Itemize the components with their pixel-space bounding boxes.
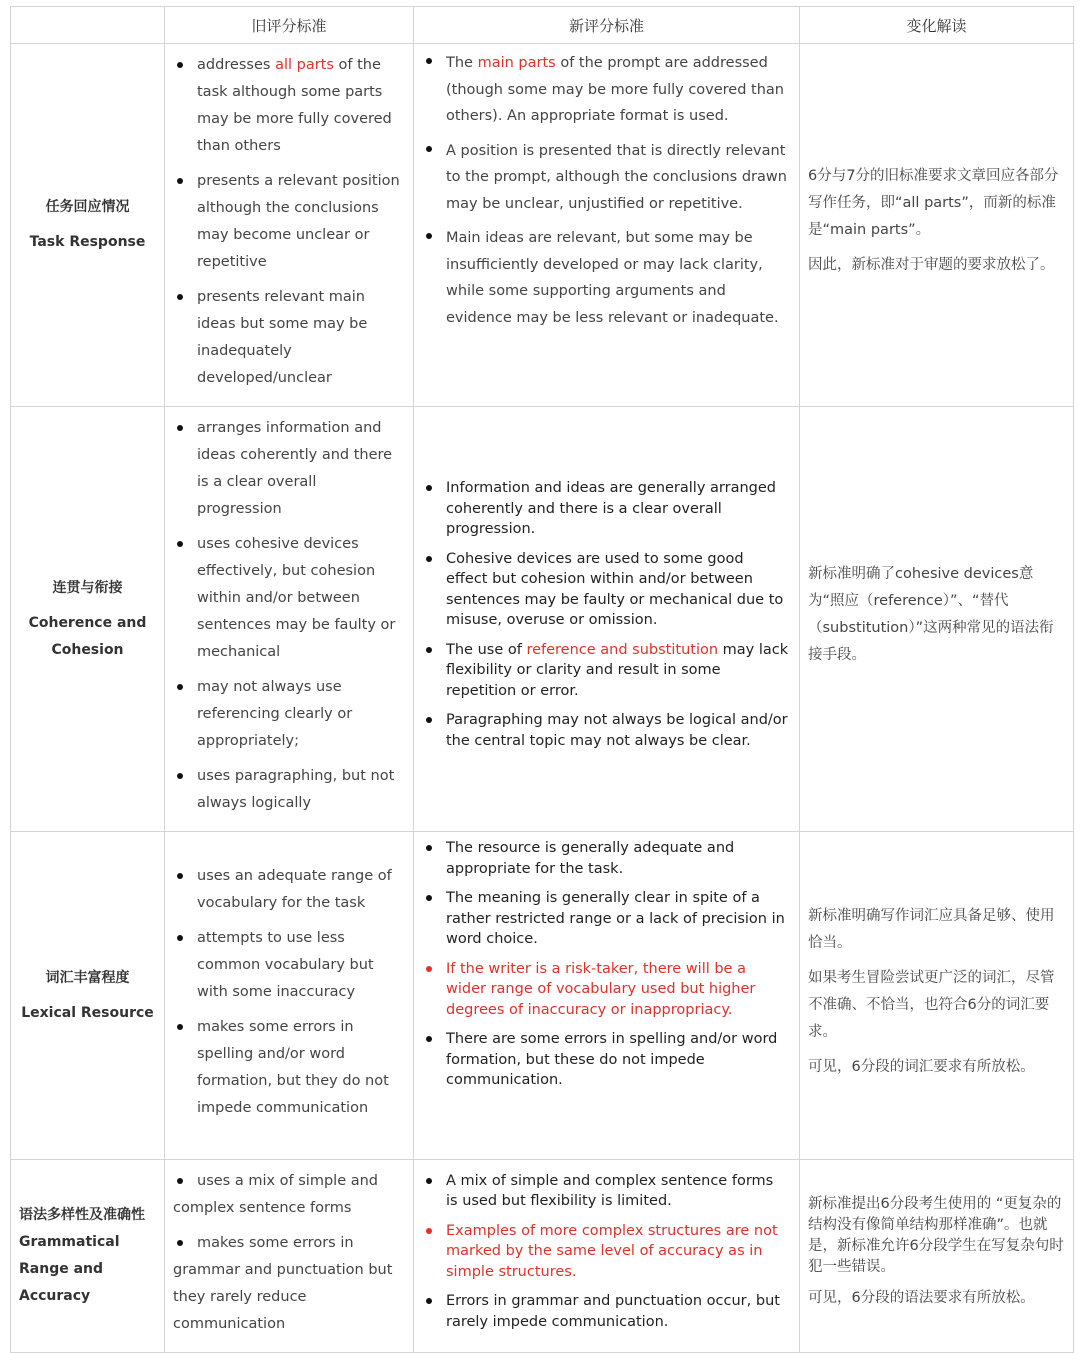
category-cell <box>11 407 165 832</box>
old-standard-list <box>173 52 405 392</box>
list-item: There are some errors in spelling and/or word formation, but these do not impede communication. <box>424 1029 789 1091</box>
header-new-standard: 新评分标准 <box>414 7 800 44</box>
list-item: Errors in grammar and punctuation occur, but rarely impede communication. <box>424 1291 789 1332</box>
category-zh: 词汇丰富程度 <box>45 969 130 986</box>
category-en: Lexical Resource <box>21 1004 154 1021</box>
list-item: The main parts of the prompt are addressed (though some may be more fully covered than others). An appropriate format is used. <box>424 50 789 130</box>
list-item: The meaning is generally clear in spite of a rather restricted range or a lack of precision in word choice. <box>424 888 789 950</box>
rubric-comparison-table <box>10 6 1074 1353</box>
list-item: Paragraphing may not always be logical and/or the central topic may not always be clear. <box>424 710 789 751</box>
row-grammatical-range <box>11 1160 1074 1353</box>
old-standard-list <box>173 1168 405 1338</box>
interpretation-cell <box>800 407 1074 832</box>
row-task-response <box>11 44 1074 407</box>
category-en: Grammatical Range and Accuracy <box>19 1234 120 1304</box>
interpretation-text: 6分与7分的旧标准要求文章回应各部分写作任务，即“all parts”，而新的标准是“main parts”。 <box>808 168 1059 238</box>
new-standard-cell <box>414 832 800 1160</box>
category-cell <box>11 832 165 1160</box>
interpretation-cell <box>800 44 1074 407</box>
list-item: Cohesive devices are used to some good effect but cohesion within and/or between sentences may be faulty or mechanical due to misuse, overuse or omission. <box>424 549 789 631</box>
list-item: makes some errors in grammar and punctuation but they rarely reduce communication <box>173 1230 405 1338</box>
header-row <box>11 7 1074 44</box>
interpretation-text: 新标准提出6分段考生使用的 “更复杂的结构没有像简单结构那样准确”。也就是，新标准允许6分段学生在写复杂句时犯一些错误。 <box>808 1195 1064 1275</box>
category-en: Task Response <box>29 234 146 250</box>
interpretation-text: 可见，6分段的词汇要求有所放松。 <box>808 1058 1035 1075</box>
new-standard-list <box>424 50 789 331</box>
old-standard-list <box>173 415 405 817</box>
list-item: A mix of simple and complex sentence forms is used but flexibility is limited. <box>424 1171 789 1212</box>
interpretation-text: 可见，6分段的语法要求有所放松。 <box>808 1289 1035 1306</box>
list-item: uses cohesive devices effectively, but cohesion within and/or between sentences may be faulty or mechanical <box>173 531 405 666</box>
list-item: If the writer is a risk-taker, there will be a wider range of vocabulary used but higher degrees of inaccuracy or inappropriacy. <box>424 959 789 1021</box>
list-item: uses an adequate range of vocabulary for the task <box>173 863 405 917</box>
category-zh: 语法多样性及准确性 <box>19 1207 145 1223</box>
row-coherence-cohesion <box>11 407 1074 832</box>
list-item: addresses all parts of the task although some parts may be more fully covered than others <box>173 52 405 160</box>
list-item: makes some errors in spelling and/or word formation, but they do not impede communication <box>173 1014 405 1122</box>
category-zh: 连贯与衔接 <box>52 579 123 596</box>
interpretation-cell <box>800 832 1074 1160</box>
interpretation-text: 如果考生冒险尝试更广泛的词汇，尽管不准确、不恰当，也符合6分的词汇要求。 <box>808 969 1055 1040</box>
list-item: Examples of more complex structures are not marked by the same level of accuracy as in simple structures. <box>424 1221 789 1283</box>
new-standard-cell <box>414 407 800 832</box>
category-cell <box>11 44 165 407</box>
new-standard-cell <box>414 44 800 407</box>
header-category <box>11 7 165 44</box>
list-item: Information and ideas are generally arranged coherently and there is a clear overall progression. <box>424 478 789 540</box>
new-standard-list <box>424 1171 789 1333</box>
new-standard-list <box>424 478 789 751</box>
header-change-interpretation: 变化解读 <box>800 7 1074 44</box>
list-item: uses paragraphing, but not always logically <box>173 763 405 817</box>
list-item: presents a relevant position although the conclusions may become unclear or repetitive <box>173 168 405 276</box>
interpretation-text: 因此，新标准对于审题的要求放松了。 <box>808 257 1055 273</box>
category-zh: 任务回应情况 <box>45 199 130 215</box>
interpretation-text: 新标准明确了cohesive devices意为“照应（reference）”、“替代（substitution）”这两种常见的语法衔接手段。 <box>808 566 1054 663</box>
category-cell <box>11 1160 165 1353</box>
list-item: The use of reference and substitution may lack flexibility or clarity and result in some repetition or error. <box>424 640 789 702</box>
list-item: A position is presented that is directly relevant to the prompt, although the conclusions drawn may be unclear, unjustified or repetitive. <box>424 138 789 218</box>
interpretation-text: 新标准明确写作词汇应具备足够、使用恰当。 <box>808 907 1055 951</box>
row-lexical-resource <box>11 832 1074 1160</box>
header-old-standard: 旧评分标准 <box>165 7 414 44</box>
new-standard-list <box>424 838 789 1091</box>
list-item: may not always use referencing clearly or appropriately; <box>173 674 405 755</box>
interpretation-cell <box>800 1160 1074 1353</box>
category-en: Coherence and Cohesion <box>28 614 147 658</box>
list-item: presents relevant main ideas but some may be inadequately developed/unclear <box>173 284 405 392</box>
old-standard-cell <box>165 44 414 407</box>
list-item: uses a mix of simple and complex sentence forms <box>173 1168 405 1222</box>
new-standard-cell <box>414 1160 800 1353</box>
old-standard-cell <box>165 1160 414 1353</box>
old-standard-cell <box>165 407 414 832</box>
list-item: arranges information and ideas coherently and there is a clear overall progression <box>173 415 405 523</box>
list-item: Main ideas are relevant, but some may be insufficiently developed or may lack clarity, while some supporting arguments and evidence may be less relevant or inadequate. <box>424 225 789 331</box>
old-standard-cell <box>165 832 414 1160</box>
list-item: attempts to use less common vocabulary but with some inaccuracy <box>173 925 405 1006</box>
old-standard-list <box>173 863 405 1122</box>
list-item: The resource is generally adequate and appropriate for the task. <box>424 838 789 879</box>
